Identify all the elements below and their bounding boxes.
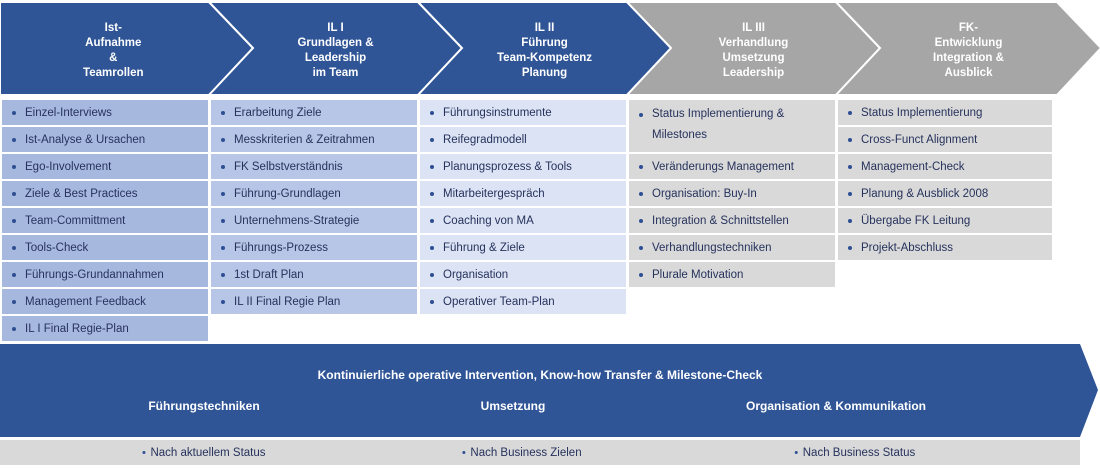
list-item-label: 1st Draft Plan bbox=[234, 268, 304, 281]
list-item-label: Planungsprozess & Tools bbox=[443, 160, 572, 173]
list-item bbox=[2, 181, 208, 206]
list-item bbox=[2, 127, 208, 152]
list-item bbox=[211, 208, 417, 233]
bullet-icon bbox=[12, 165, 16, 169]
list-item bbox=[420, 127, 626, 152]
banner-title: Kontinuierliche operative Intervention, Know-how Transfer & Milestone-Check bbox=[317, 368, 763, 382]
list-item bbox=[420, 235, 626, 260]
list-item-label: IL I Final Regie-Plan bbox=[25, 322, 129, 335]
phase-label-line: Umsetzung bbox=[722, 52, 785, 64]
phase-label-line: Entwicklung bbox=[934, 37, 1003, 49]
list-item-label: Führung & Ziele bbox=[443, 241, 525, 254]
list-item-label: Operativer Team-Plan bbox=[443, 295, 555, 308]
footer-item bbox=[462, 440, 581, 465]
list-item-label: Organisation bbox=[443, 268, 509, 281]
list-item-label: Übergabe FK Leitung bbox=[861, 214, 971, 227]
footer-bar bbox=[0, 440, 1080, 465]
list-item-label: Unternehmens-Strategie bbox=[234, 214, 360, 227]
list-item bbox=[2, 289, 208, 314]
list-item-label: Reifegradmodell bbox=[443, 133, 527, 146]
bullet-icon bbox=[639, 246, 643, 250]
list-item bbox=[2, 100, 208, 125]
list-item-label: IL II Final Regie Plan bbox=[234, 295, 341, 308]
list-item bbox=[2, 316, 208, 341]
phase-label-line: Grundlagen & bbox=[297, 37, 374, 49]
phase-label-line: IL II bbox=[534, 22, 555, 34]
banner-subtitle: Umsetzung bbox=[480, 399, 546, 413]
phase-column bbox=[2, 100, 208, 343]
bullet-icon bbox=[462, 451, 465, 454]
phase-column bbox=[629, 100, 835, 289]
bullet-icon bbox=[848, 219, 852, 223]
bullet-icon bbox=[848, 246, 852, 250]
list-item bbox=[629, 208, 835, 233]
bullet-icon bbox=[12, 300, 16, 304]
phase-label-line: Ausblick bbox=[944, 67, 993, 79]
list-item-label: Cross-Funct Alignment bbox=[861, 133, 978, 146]
phase-label-line: IL I bbox=[327, 22, 344, 34]
list-item-label: Projekt-Abschluss bbox=[861, 241, 954, 254]
phase-label bbox=[475, 18, 615, 84]
list-item-label: Status Implementierung bbox=[861, 106, 983, 119]
phase-column bbox=[420, 100, 626, 316]
list-item bbox=[420, 262, 626, 287]
list-item-label: Verhandlungstechniken bbox=[652, 241, 772, 254]
bullet-icon bbox=[639, 273, 643, 277]
bullet-icon bbox=[639, 192, 643, 196]
list-item bbox=[838, 127, 1052, 152]
list-item bbox=[420, 289, 626, 314]
list-item bbox=[2, 154, 208, 179]
phase-label-line: Führung bbox=[521, 37, 568, 49]
bullet-icon bbox=[221, 138, 225, 142]
bullet-icon bbox=[848, 192, 852, 196]
bullet-icon bbox=[430, 165, 434, 169]
phase-label-line: & bbox=[109, 52, 118, 64]
list-item bbox=[2, 235, 208, 260]
phase-label bbox=[899, 18, 1039, 84]
bullet-icon bbox=[221, 246, 225, 250]
bullet-icon bbox=[430, 192, 434, 196]
bullet-icon bbox=[221, 219, 225, 223]
list-item-label: Führungsinstrumente bbox=[443, 106, 552, 119]
phase-label-line: Leadership bbox=[304, 52, 367, 64]
phase-label-line: im Team bbox=[312, 67, 359, 79]
list-item-label: Erarbeitung Ziele bbox=[234, 106, 322, 119]
bullet-icon bbox=[12, 192, 16, 196]
banner-subtitle: Organisation & Kommunikation bbox=[745, 399, 927, 413]
list-item bbox=[629, 154, 835, 179]
bullet-icon bbox=[12, 246, 16, 250]
list-item-label: FK Selbstverständnis bbox=[234, 160, 343, 173]
bullet-icon bbox=[142, 451, 145, 454]
phase-label-line: Team-Kompetenz bbox=[497, 52, 592, 64]
list-item bbox=[420, 154, 626, 179]
phase-label-line: Teamrollen bbox=[83, 67, 144, 79]
list-item-label: Planung & Ausblick 2008 bbox=[861, 187, 989, 200]
list-item bbox=[629, 100, 835, 152]
bullet-icon bbox=[12, 111, 16, 115]
bullet-icon bbox=[12, 138, 16, 142]
list-item-label: Ist-Analyse & Ursachen bbox=[25, 133, 146, 146]
list-item bbox=[211, 154, 417, 179]
phase-column bbox=[211, 100, 417, 316]
phase-label-line: Planung bbox=[521, 67, 568, 79]
bullet-icon bbox=[221, 165, 225, 169]
list-item bbox=[629, 235, 835, 260]
list-item bbox=[629, 262, 835, 287]
list-item bbox=[420, 181, 626, 206]
phase-label-line: FK- bbox=[958, 22, 979, 34]
list-item-label: Organisation: Buy-In bbox=[652, 187, 757, 200]
list-item-label: Führung-Grundlagen bbox=[234, 187, 341, 200]
list-item-label: Management Feedback bbox=[25, 295, 146, 308]
footer-item-label: Nach aktuellem Status bbox=[150, 446, 266, 459]
bullet-icon bbox=[848, 165, 852, 169]
bullet-icon bbox=[848, 138, 852, 142]
footer-item bbox=[142, 440, 265, 465]
footer-item-label: Nach Business Status bbox=[802, 446, 916, 459]
list-item-label: Plurale Motivation bbox=[652, 268, 744, 281]
list-item bbox=[211, 289, 417, 314]
bullet-icon bbox=[430, 138, 434, 142]
bullet-icon bbox=[639, 165, 643, 169]
list-item bbox=[211, 127, 417, 152]
list-item bbox=[2, 262, 208, 287]
list-item bbox=[211, 100, 417, 125]
banner-subtitle: Führungstechniken bbox=[148, 399, 260, 413]
list-item-label: Veränderungs Management bbox=[652, 160, 794, 173]
list-item bbox=[211, 181, 417, 206]
phase-label bbox=[266, 18, 406, 84]
footer-item bbox=[795, 440, 916, 465]
bullet-icon bbox=[12, 219, 16, 223]
bullet-icon bbox=[430, 273, 434, 277]
list-item-label: Ego-Involvement bbox=[25, 160, 112, 173]
bullet-icon bbox=[795, 451, 798, 454]
list-item-label: Ziele & Best Practices bbox=[25, 187, 138, 200]
bullet-icon bbox=[639, 219, 643, 223]
list-item-label: Einzel-Interviews bbox=[25, 106, 112, 119]
list-item-label: Messkriterien & Zeitrahmen bbox=[234, 133, 375, 146]
bullet-icon bbox=[639, 113, 643, 117]
list-item-label: Management-Check bbox=[861, 160, 965, 173]
list-item-label: Integration & Schnittstellen bbox=[652, 214, 789, 227]
bullet-icon bbox=[430, 219, 434, 223]
phase-label-line: Integration & bbox=[933, 52, 1004, 64]
bullet-icon bbox=[430, 246, 434, 250]
bullet-icon bbox=[848, 111, 852, 115]
bullet-icon bbox=[221, 111, 225, 115]
list-item bbox=[838, 100, 1052, 125]
bullet-icon bbox=[221, 300, 225, 304]
list-item-label: Führungs-Prozess bbox=[234, 241, 328, 254]
list-item-label: Coaching von MA bbox=[443, 214, 534, 227]
bullet-icon bbox=[221, 192, 225, 196]
list-item-label: Status Implementierung & Milestones bbox=[652, 108, 785, 141]
list-item-label: Mitarbeitergespräch bbox=[443, 187, 545, 200]
list-item-label: Führungs-Grundannahmen bbox=[25, 268, 164, 281]
phase-label-line: Aufnahme bbox=[85, 37, 142, 49]
bullet-icon bbox=[221, 273, 225, 277]
bullet-icon bbox=[12, 327, 16, 331]
list-item-label: Tools-Check bbox=[25, 241, 89, 254]
list-item bbox=[838, 181, 1052, 206]
phase-label-line: Ist- bbox=[104, 22, 122, 34]
list-item bbox=[838, 208, 1052, 233]
list-item bbox=[211, 262, 417, 287]
list-item bbox=[420, 208, 626, 233]
phase-label-line: Verhandlung bbox=[718, 37, 789, 49]
list-item bbox=[2, 208, 208, 233]
list-item bbox=[838, 154, 1052, 179]
bullet-icon bbox=[430, 300, 434, 304]
phase-label bbox=[684, 18, 824, 84]
phase-column bbox=[838, 100, 1052, 262]
list-item bbox=[838, 235, 1052, 260]
phase-label-line: IL III bbox=[742, 22, 765, 34]
phase-label-line: Leadership bbox=[722, 67, 785, 79]
footer-item-label: Nach Business Zielen bbox=[470, 446, 582, 459]
list-item bbox=[211, 235, 417, 260]
list-item bbox=[629, 181, 835, 206]
list-item bbox=[420, 100, 626, 125]
list-item-label: Team-Committment bbox=[25, 214, 126, 227]
phase-label bbox=[43, 18, 183, 84]
bullet-icon bbox=[12, 273, 16, 277]
banner-arrow bbox=[0, 343, 1100, 439]
bullet-icon bbox=[430, 111, 434, 115]
